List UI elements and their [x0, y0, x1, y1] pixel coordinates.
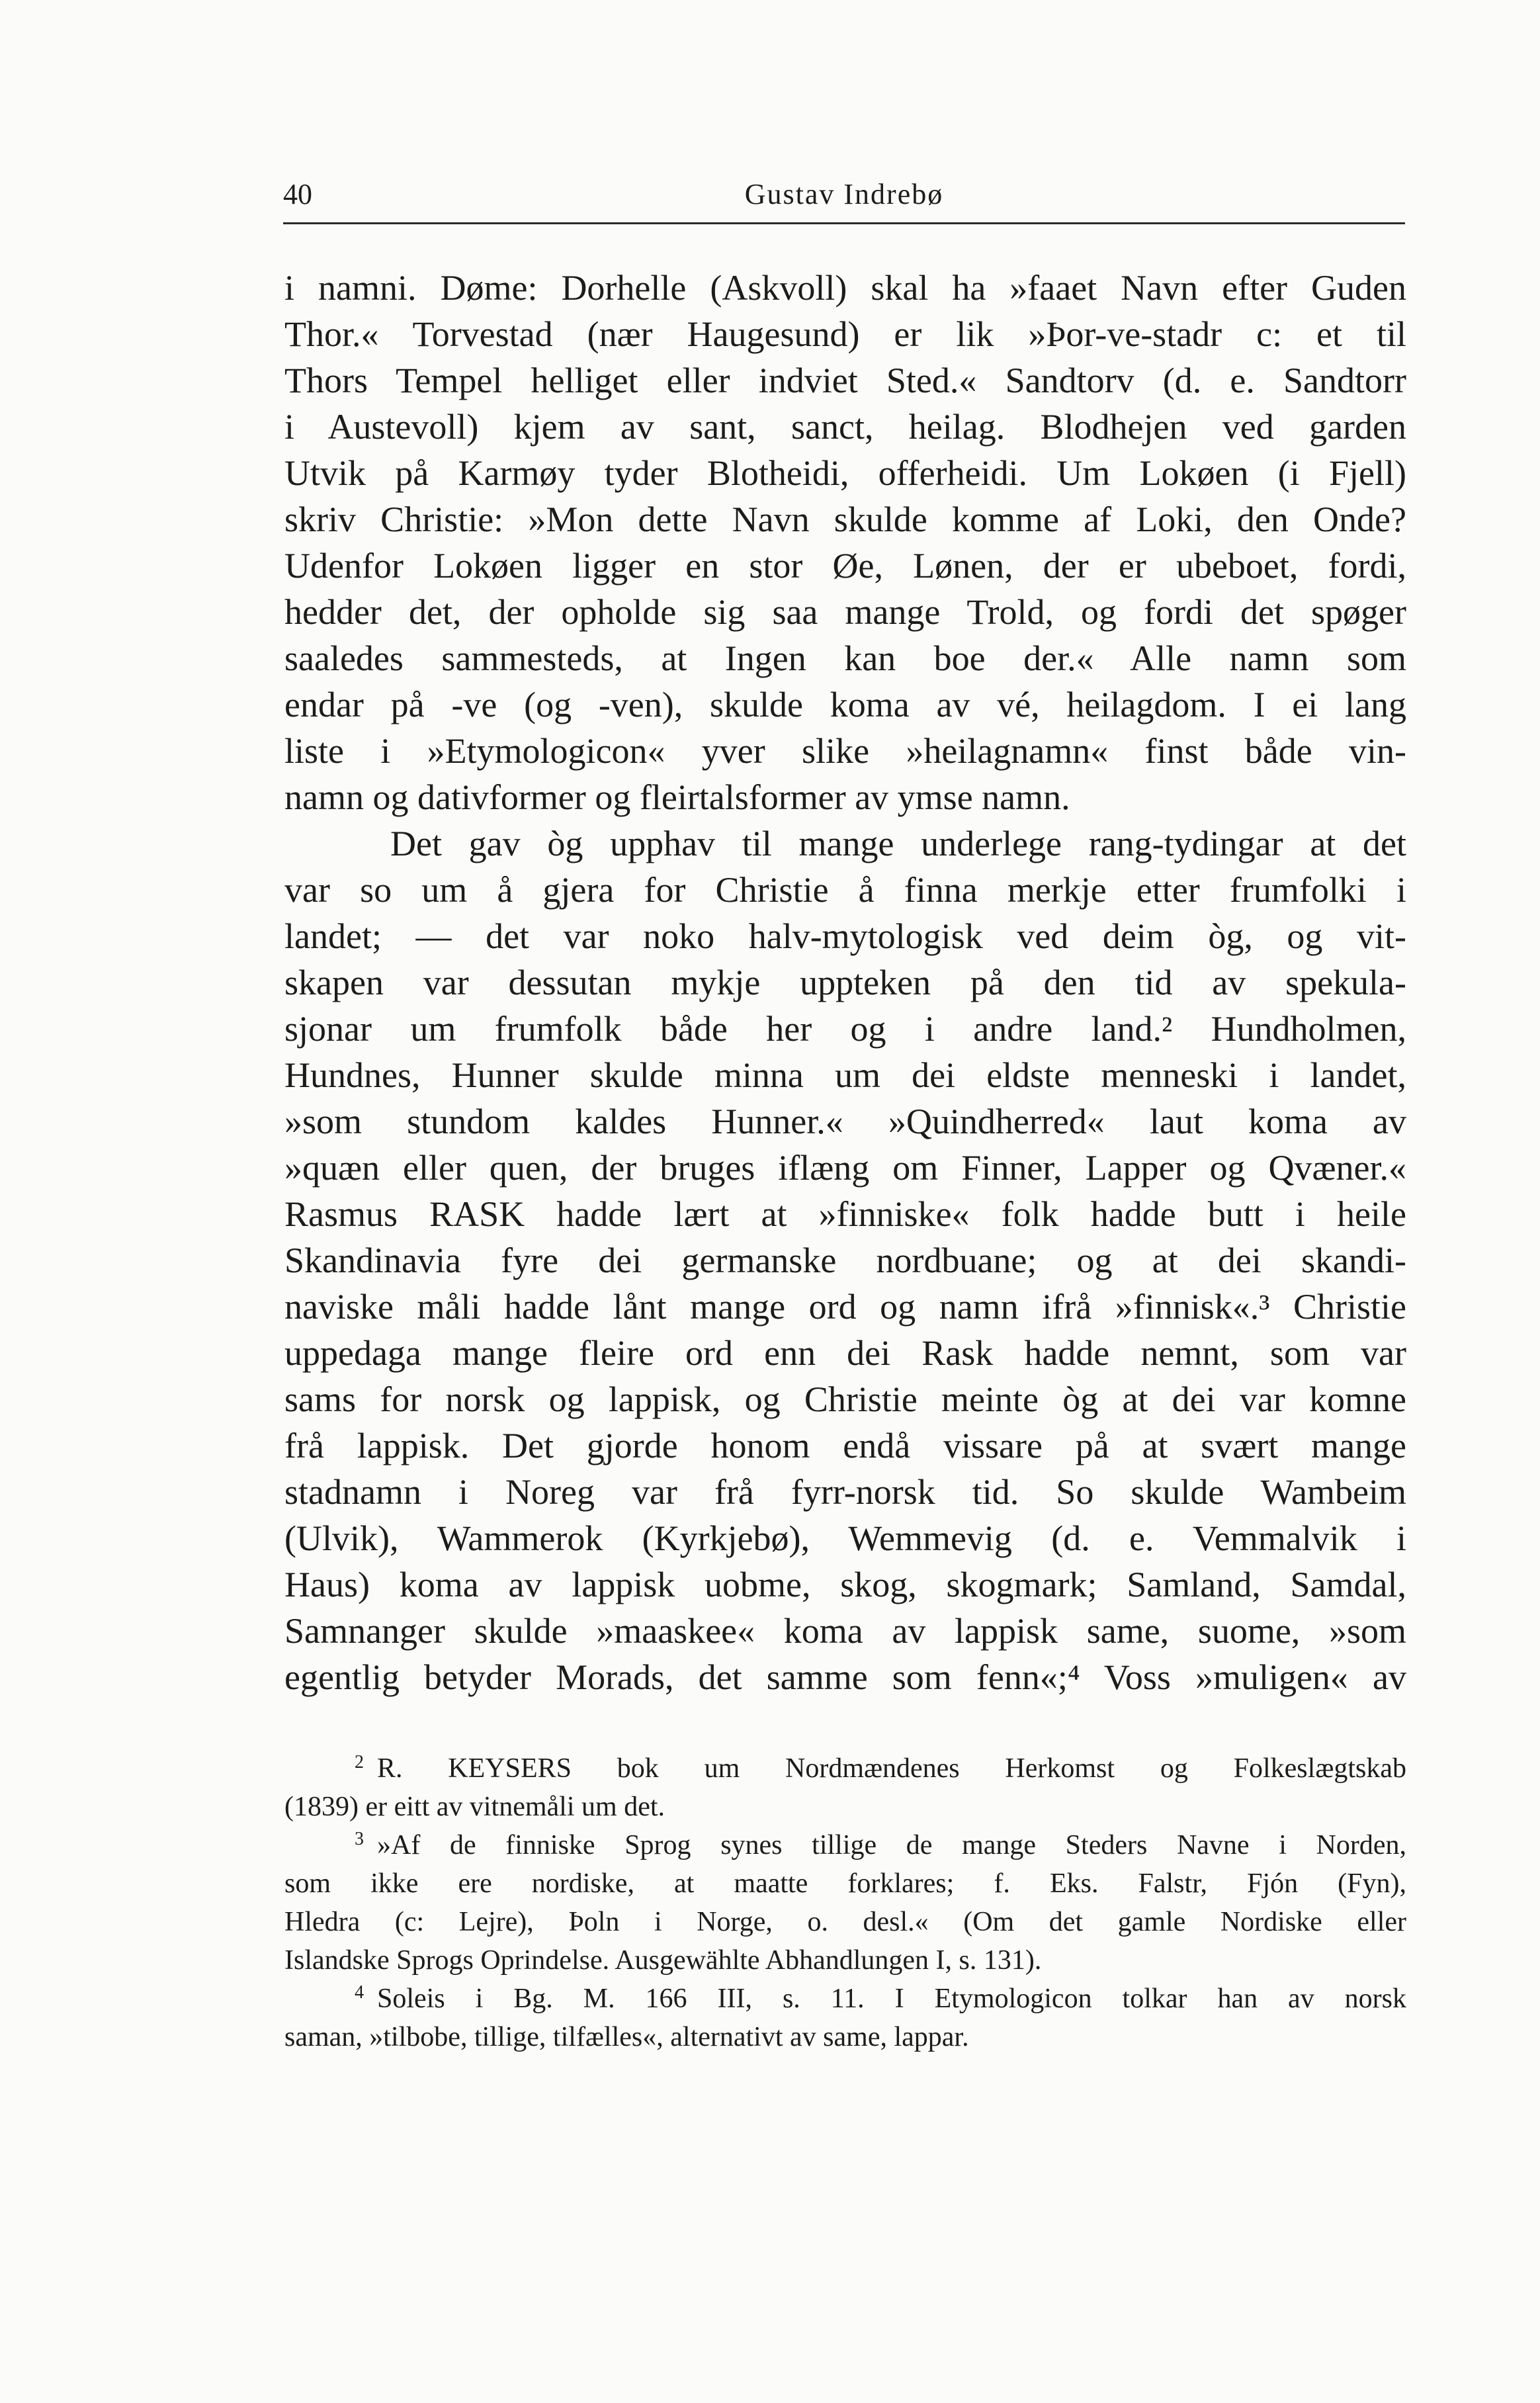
- body-line: »quæn eller quen, der bruges iflæng om Finner, Lapper og Qvæner.«: [284, 1148, 1406, 1188]
- footnote-text: »Af de finniske Sprog synes tillige de mange Steders Navne i Norden,: [377, 1830, 1406, 1860]
- body-line: skriv Christie: »Mon dette Navn skulde komme af Loki, den Onde?: [284, 500, 1406, 539]
- body-line: Hundnes, Hunner skulde minna um dei eldste menneski i landet,: [284, 1055, 1406, 1095]
- body-line: Utvik på Karmøy tyder Blotheidi, offerheidi. Um Lokøen (i Fjell): [284, 453, 1406, 493]
- body-line: skapen var dessutan mykje uppteken på den tid av spekula-: [284, 963, 1406, 1002]
- body-line: Thors Tempel helliget eller indviet Sted.« Sandtorv (d. e. Sandtorr: [284, 361, 1406, 400]
- running-header: [283, 173, 1405, 216]
- paragraph-start-line: Det gav òg upphav til mange underlege rang-tydingar at det: [390, 824, 1406, 863]
- body-line: egentlig betyder Morads, det samme som fenn«;⁴ Voss »muligen« av: [284, 1657, 1406, 1697]
- footnote-3-line: Hledra (c: Lejre), Þoln i Norge, o. desl.« (Om det gamle Nordiske eller: [284, 1907, 1406, 1937]
- body-line: var so um å gjera for Christie å finna merkje etter frumfolki i: [284, 870, 1406, 910]
- body-line: liste i »Etymologicon« yver slike »heilagnamn« finst både vin-: [284, 731, 1406, 771]
- page-number: 40: [283, 178, 312, 210]
- body-line: Udenfor Lokøen ligger en stor Øe, Lønen, der er ubeboet, fordi,: [284, 546, 1406, 586]
- body-line: stadnamn i Noreg var frå fyrr-norsk tid. So skulde Wambeim: [284, 1472, 1406, 1512]
- running-title: Gustav Indrebø: [744, 178, 944, 210]
- body-line: namn og dativformer og fleirtalsformer av ymse namn.: [284, 777, 1070, 817]
- footnote-2-line: (1839) er eitt av vitnemåli um det.: [284, 1792, 665, 1822]
- body-line: hedder det, der opholde sig saa mange Trold, og fordi det spøger: [284, 592, 1406, 632]
- footnote-text: R. KEYSERS bok um Nordmændenes Herkomst og Folkeslægtskab: [377, 1753, 1406, 1784]
- footnote-3-line: [284, 1826, 1406, 1864]
- footnote-3-line: Islandske Sprogs Oprindelse. Ausgewählte Abhandlungen I, s. 131).: [284, 1945, 1042, 1976]
- body-line: Rasmus RASK hadde lært at »finniske« folk hadde butt i heile: [284, 1194, 1406, 1234]
- header-rule: [283, 222, 1405, 224]
- body-line: saaledes sammesteds, at Ingen kan boe der.« Alle namn som: [284, 638, 1406, 678]
- body-line: i Austevoll) kjem av sant, sanct, heilag. Blodhejen ved garden: [284, 407, 1406, 447]
- body-line: i namni. Døme: Dorhelle (Askvoll) skal ha »faaet Navn efter Guden: [284, 268, 1406, 308]
- body-line: sjonar um frumfolk både her og i andre land.² Hundholmen,: [284, 1009, 1406, 1049]
- footnote-marker: 3: [355, 1829, 364, 1849]
- footnote-3-line: som ikke ere nordiske, at maatte forklares; f. Eks. Falstr, Fjón (Fyn),: [284, 1868, 1406, 1899]
- body-text: [284, 265, 1406, 1700]
- body-line: frå lappisk. Det gjorde honom endå vissare på at svært mange: [284, 1426, 1406, 1465]
- body-line: landet; — det var noko halv-mytologisk ved deim òg, og vit-: [284, 916, 1406, 956]
- footnote-2-line: [284, 1749, 1406, 1788]
- footnote-marker: 4: [355, 1982, 364, 2003]
- body-line: Samnanger skulde »maaskee« koma av lappisk same, suome, »som: [284, 1611, 1406, 1651]
- body-line: Haus) koma av lappisk uobme, skog, skogmark; Samland, Samdal,: [284, 1565, 1406, 1604]
- footnotes: [284, 1749, 1406, 2056]
- footnote-marker: 2: [355, 1752, 364, 1772]
- body-line: (Ulvik), Wammerok (Kyrkjebø), Wemmevig (d. e. Vemmalvik i: [284, 1518, 1406, 1558]
- body-line: sams for norsk og lappisk, og Christie meinte òg at dei var komne: [284, 1379, 1406, 1419]
- body-line: Thor.« Torvestad (nær Haugesund) er lik »Þor-ve-stadr c: et til: [284, 314, 1406, 354]
- footnote-4-line: [284, 1980, 1406, 2018]
- body-line: »som stundom kaldes Hunner.« »Quindherred« laut koma av: [284, 1102, 1406, 1141]
- body-line: naviske måli hadde lånt mange ord og namn ifrå »finnisk«.³ Christie: [284, 1287, 1406, 1327]
- body-line: endar på -ve (og -ven), skulde koma av vé, heilagdom. I ei lang: [284, 685, 1406, 724]
- footnote-4-line: saman, »tilbobe, tillige, tilfælles«, alternativt av same, lappar.: [284, 2022, 969, 2052]
- body-line: uppedaga mange fleire ord enn dei Rask hadde nemnt, som var: [284, 1333, 1406, 1373]
- footnote-text: Soleis i Bg. M. 166 III, s. 11. I Etymologicon tolkar han av norsk: [377, 1984, 1406, 2014]
- body-line: Skandinavia fyre dei germanske nordbuane; og at dei skandi-: [284, 1241, 1406, 1280]
